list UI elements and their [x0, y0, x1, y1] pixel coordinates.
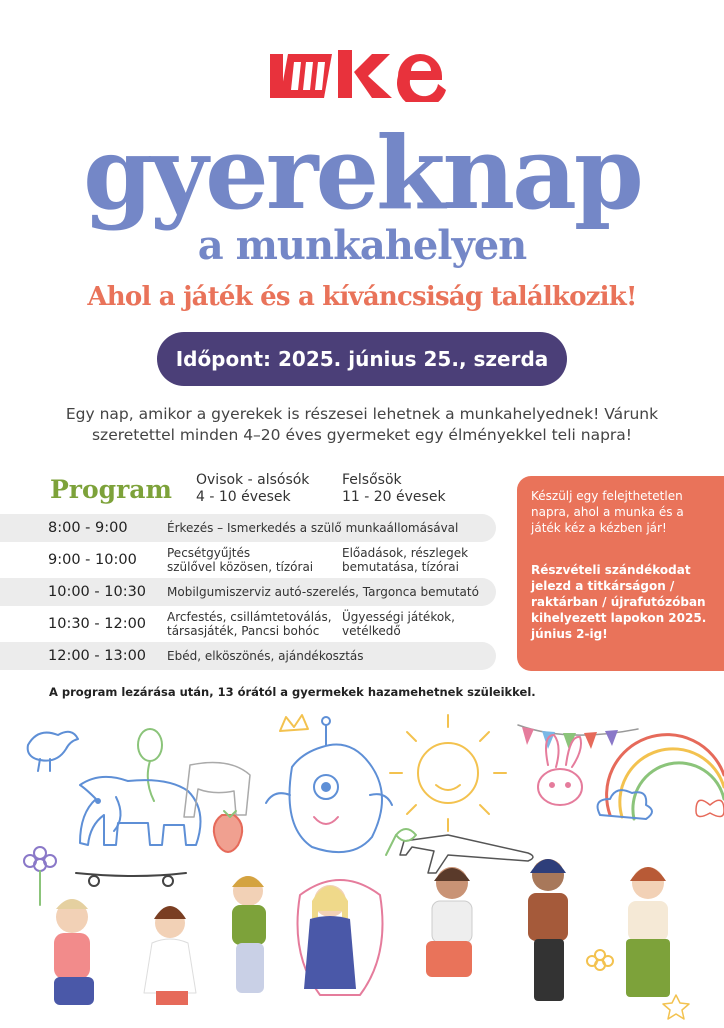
intro-text: Egy nap, amikor a gyerekek is részesei lehetnek a munkahelyednek! Várunk szeretettel minden 4–20 éves gyermeket egy élményekkel teli napra! — [65, 405, 659, 444]
child-figure-icon — [54, 899, 94, 1005]
table-row — [0, 642, 496, 670]
child-figure-icon — [528, 859, 568, 1001]
activity-line: Pecsétgyűjtés — [167, 546, 251, 560]
column-header-older — [342, 472, 446, 506]
row-time: 10:30 - 12:00 — [48, 616, 147, 632]
activity-line: bemutatása, tízórai — [342, 560, 459, 574]
bird-doodle-icon — [28, 732, 78, 771]
table-row — [0, 543, 496, 577]
column-header-age: 11 - 20 évesek — [342, 489, 446, 505]
table-row — [0, 578, 496, 606]
horse-doodle-icon — [184, 763, 250, 817]
strawberry-doodle-icon — [214, 811, 242, 852]
table-row — [0, 514, 496, 542]
row-activity: Mobilgumiszerviz autó-szerelés, Targonca bemutató — [167, 585, 479, 599]
monster-doodle-icon — [266, 717, 392, 852]
row-time: 10:00 - 10:30 — [48, 584, 147, 600]
kids-doodle-illustration — [0, 705, 724, 1024]
registration-deadline: Részvételi szándékodat jelezd a titkárságon / raktárban / újrafutózóban kihelyezett lapokon 2025. június 2-ig! — [531, 563, 707, 641]
column-header-label: Ovisok - alsósók — [196, 472, 310, 488]
child-figure-icon — [426, 867, 472, 977]
crown-doodle-icon — [280, 715, 308, 731]
child-figure-icon — [144, 906, 196, 1005]
registration-invite: Készülj egy felejthetetlen napra, ahol a munka és a játék kéz a kézben jár! — [531, 489, 684, 535]
row-activity-older — [342, 546, 468, 574]
registration-box — [517, 476, 724, 671]
row-activity-younger — [167, 546, 313, 574]
activity-line: Előadások, részlegek — [342, 546, 469, 560]
child-figure-icon — [232, 876, 266, 993]
program-heading: Program — [50, 475, 172, 504]
rainbow-doodle-icon — [598, 735, 724, 819]
skateboard-doodle-icon — [76, 873, 186, 886]
activity-line: vetélkedő — [342, 624, 401, 638]
activity-line: Arcfestés, csillámtetoválás, — [167, 610, 332, 624]
sun-doodle-icon — [390, 715, 506, 831]
child-figure-icon — [298, 880, 383, 995]
date-badge: Időpont: 2025. június 25., szerda — [157, 332, 567, 386]
footnote: A program lezárása után, 13 órától a gyermekek hazamehetnek szüleikkel. — [49, 685, 536, 699]
star-doodle-icon — [663, 995, 689, 1019]
activity-line: társasjáték, Pancsi bohóc — [167, 624, 320, 638]
activity-line: szülővel közösen, tízórai — [167, 560, 314, 574]
subtitle: a munkahelyen — [197, 222, 527, 269]
row-time: 9:00 - 10:00 — [48, 552, 137, 568]
row-time: 8:00 - 9:00 — [48, 520, 128, 536]
column-header-younger — [196, 472, 309, 506]
activity-line: Ügyességi játékok, — [342, 610, 455, 624]
row-activity: Érkezés – Ismerkedés a szülő munkaállomásával — [167, 521, 459, 535]
elephant-doodle-icon — [80, 777, 201, 845]
row-activity-younger — [167, 610, 332, 638]
column-header-age: 4 - 10 évesek — [196, 489, 291, 505]
column-header-label: Felsősök — [342, 472, 402, 488]
flower-doodle-icon — [587, 950, 613, 970]
main-title: gyereknap — [83, 114, 641, 232]
company-logo — [268, 48, 458, 102]
table-row — [0, 607, 496, 641]
tagline: Ahol a játék és a kíváncsiság találkozik! — [87, 282, 637, 312]
flower-doodle-icon — [24, 847, 56, 905]
row-time: 12:00 - 13:00 — [48, 648, 147, 664]
child-figure-icon — [626, 867, 670, 997]
bunny-doodle-icon — [538, 735, 582, 805]
butterfly-doodle-icon — [696, 800, 724, 816]
balloon-doodle-icon — [138, 729, 162, 801]
airplane-doodle-icon — [400, 835, 533, 873]
row-activity-older — [342, 610, 455, 638]
row-activity: Ebéd, elköszönés, ajándékosztás — [167, 649, 364, 663]
